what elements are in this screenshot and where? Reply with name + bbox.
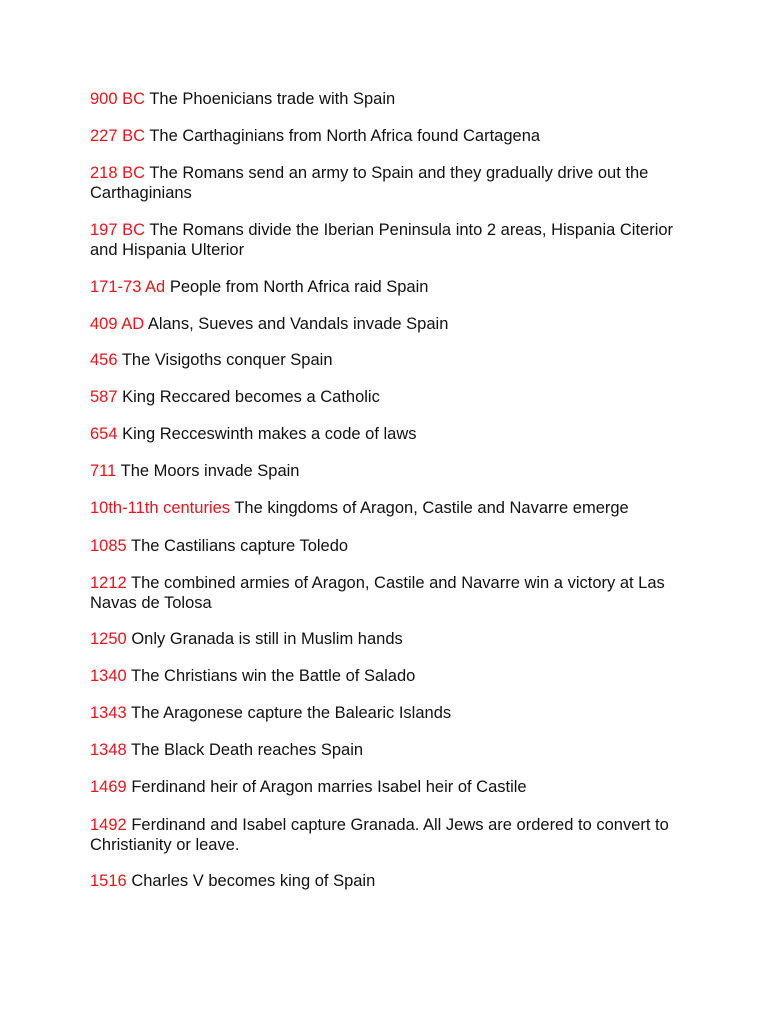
- timeline-entry: [90, 90, 690, 110]
- entry-text: The Black Death reaches Spain: [131, 741, 364, 759]
- entry-date: 1340: [90, 667, 127, 685]
- entry-date: 654: [90, 425, 118, 443]
- timeline-entry: [90, 778, 690, 798]
- entry-text: Only Granada is still in Muslim hands: [131, 630, 403, 648]
- timeline-entry: [90, 704, 690, 724]
- entry-date: 711: [90, 462, 117, 480]
- entry-text: Alans, Sueves and Vandals invade Spain: [147, 315, 449, 333]
- entry-date: 218 BC: [90, 164, 146, 182]
- entry-date: 1492: [90, 816, 127, 834]
- timeline-entry: [90, 537, 690, 557]
- entry-date: 900 BC: [90, 90, 146, 108]
- entry-date: 10th-11th centuries: [90, 499, 231, 517]
- timeline-entry: [90, 741, 690, 761]
- entry-text: The Romans divide the Iberian Peninsula into 2 areas, Hispania Citerior and Hispania Ulterior: [90, 221, 674, 259]
- entry-text: The Visigoths conquer Spain: [121, 351, 333, 369]
- timeline-entry: [90, 630, 690, 650]
- entry-text: Ferdinand heir of Aragon marries Isabel heir of Castile: [131, 778, 527, 796]
- entry-date: 197 BC: [90, 221, 146, 239]
- entry-text: The Christians win the Battle of Salado: [131, 667, 416, 685]
- timeline-entry: [90, 278, 690, 298]
- timeline-entry: [90, 816, 690, 855]
- entry-date: 1348: [90, 741, 127, 759]
- entry-date: 587: [90, 388, 118, 406]
- entry-date: 456: [90, 351, 118, 369]
- entry-date: 1343: [90, 704, 127, 722]
- entry-text: The Romans send an army to Spain and they gradually drive out the Carthaginians: [90, 164, 649, 202]
- entry-text: The Aragonese capture the Balearic Islands: [131, 704, 452, 722]
- timeline-entry: [90, 499, 690, 519]
- timeline-entry: [90, 872, 690, 892]
- timeline-entry: [90, 164, 690, 203]
- timeline-entry: [90, 221, 690, 260]
- entry-text: Ferdinand and Isabel capture Granada. All Jews are ordered to convert to Christianity or leave.: [90, 816, 669, 854]
- entry-text: The combined armies of Aragon, Castile and Navarre win a victory at Las Navas de Tolosa: [90, 574, 665, 612]
- entry-text: King Reccared becomes a Catholic: [122, 388, 380, 406]
- timeline-entry: [90, 425, 690, 445]
- entry-date: 1469: [90, 778, 127, 796]
- entry-text: Charles V becomes king of Spain: [131, 872, 376, 890]
- entry-date: 1085: [90, 537, 127, 555]
- entry-text: The Phoenicians trade with Spain: [149, 90, 396, 108]
- entry-date: 1250: [90, 630, 127, 648]
- timeline-entry: [90, 315, 690, 335]
- entry-date: 171-73 Ad: [90, 278, 166, 296]
- entry-text: People from North Africa raid Spain: [169, 278, 429, 296]
- entry-date: 1516: [90, 872, 127, 890]
- entry-date: 1212: [90, 574, 127, 592]
- entry-text: The Carthaginians from North Africa found Cartagena: [149, 127, 541, 145]
- timeline-entry: [90, 351, 690, 371]
- entry-date: 409 AD: [90, 315, 145, 333]
- entry-date: 227 BC: [90, 127, 146, 145]
- entry-text: The Moors invade Spain: [120, 462, 300, 480]
- entry-text: The kingdoms of Aragon, Castile and Navarre emerge: [234, 499, 629, 517]
- entry-text: King Recceswinth makes a code of laws: [122, 425, 417, 443]
- timeline-entry: [90, 388, 690, 408]
- timeline-entry: [90, 574, 690, 613]
- entry-text: The Castilians capture Toledo: [131, 537, 349, 555]
- timeline-entry: [90, 667, 690, 687]
- timeline-entry: [90, 127, 690, 147]
- timeline-entry: [90, 462, 690, 482]
